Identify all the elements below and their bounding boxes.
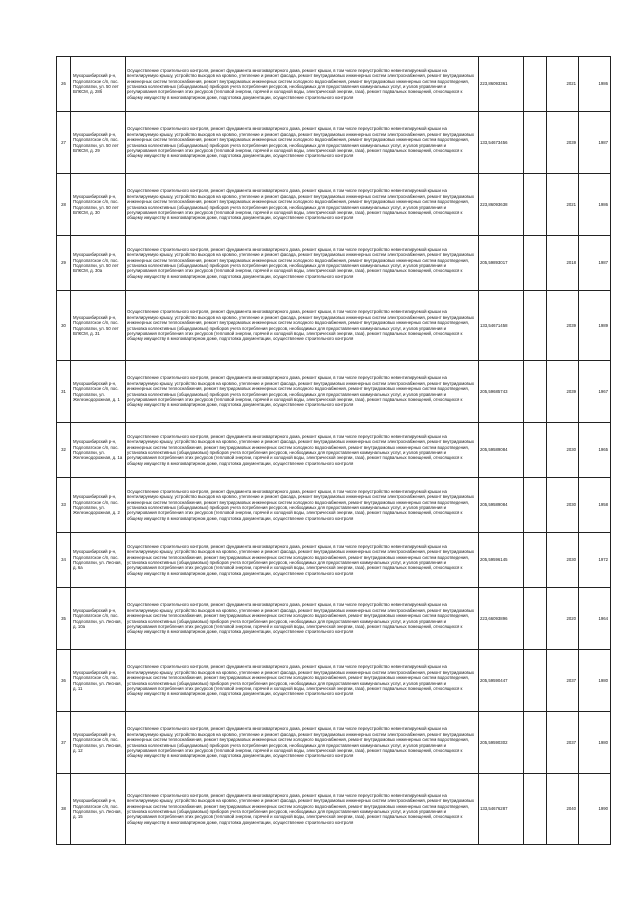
build-year-cell: 1958 <box>579 478 611 533</box>
works-description-cell: Осуществление строительного контроля, ремонт фундамента многоквартирного дома, ремонт крыши, в том числе переустройство невентилируемой крыши на вентилируемую крышу, устройство выходов на кровлю, утепление и ремонт фасада, ремонт внутридомовых инженерных систем электроснабжения, ремонт внутридомовых инженерных систем теплоснабжения, ремонт внутридомовых инженерных систем холодного водоснабжения, ремонт внутридомовых инженерных систем водоотведения, установка коллективных (общедомовых) приборов учета потребления ресурсов, необходимых для предоставления коммунальных услуг, и узлов управления и регулирования потребления этих ресурсов (тепловой энергии, горячей и холодной воды, электрической энергии, газа), ремонт подвальных помещений, относящихся к общему имуществу в многоквартирном доме, подготовка документации, осуществление строительного контроля <box>126 174 479 236</box>
works-description-cell: Осуществление строительного контроля, ремонт фундамента многоквартирного дома, ремонт крыши, в том числе переустройство невентилируемой крыши на вентилируемую крышу, устройство выходов на кровлю, утепление и ремонт фасада, ремонт внутридомовых инженерных систем электроснабжения, ремонт внутридомовых инженерных систем теплоснабжения, ремонт внутридомовых инженерных систем холодного водоснабжения, ремонт внутридомовых инженерных систем водоотведения, установка коллективных (общедомовых) приборов учета потребления ресурсов, необходимых для предоставления коммунальных услуг, и узлов управления и регулирования потребления этих ресурсов (тепловой энергии, горячей и холодной воды, электрической энергии, газа), ремонт подвальных помещений, относящихся к общему имуществу в многоквартирном доме, подготовка документации, осуществление строительного контроля <box>126 712 479 774</box>
row-number-cell: 38 <box>57 774 71 845</box>
table-row <box>57 712 611 774</box>
build-year-cell: 1986 <box>579 57 611 112</box>
row-number-cell: 30 <box>57 291 71 361</box>
row-number-cell: 26 <box>57 57 71 112</box>
cost-cell: 205,59596145 <box>479 533 524 588</box>
planned-year-cell: 2037 <box>547 650 579 712</box>
cost-cell: 205,59685743 <box>479 361 524 423</box>
address-cell: Мухоршибирский р-н, Подлопатское с/п, пос. Подлопатки, ул. 50 лет ВЛКСМ, д. 30 <box>71 174 126 236</box>
table-body <box>57 57 611 845</box>
address-cell: Мухоршибирский р-н, Подлопатское с/п, пос. Подлопатки, ул. Железнодорожная, д. 2 <box>71 478 126 533</box>
works-description-cell: Осуществление строительного контроля, ремонт фундамента многоквартирного дома, ремонт крыши, в том числе переустройство невентилируемой крыши на вентилируемую крышу, устройство выходов на кровлю, утепление и ремонт фасада, ремонт внутридомовых инженерных систем электроснабжения, ремонт внутридомовых инженерных систем теплоснабжения, ремонт внутридомовых инженерных систем холодного водоснабжения, ремонт внутридомовых инженерных систем водоотведения, установка коллективных (общедомовых) приборов учета потребления ресурсов, необходимых для предоставления коммунальных услуг, и узлов управления и регулирования потребления этих ресурсов (тепловой энергии, горячей и холодной воды, электрической энергии, газа), ремонт подвальных помещений, относящихся к общему имуществу в многоквартирном доме, подготовка документации, осуществление строительного контроля <box>126 478 479 533</box>
address-cell: Мухоршибирский р-н, Подлопатское с/п, пос. Подлопатки, ул. 50 лет ВЛКСМ, д. 30а <box>71 236 126 291</box>
row-number-cell: 27 <box>57 112 71 174</box>
works-description-cell: Осуществление строительного контроля, ремонт фундамента многоквартирного дома, ремонт крыши, в том числе переустройство невентилируемой крыши на вентилируемую крышу, устройство выходов на кровлю, утепление и ремонт фасада, ремонт внутридомовых инженерных систем электроснабжения, ремонт внутридомовых инженерных систем теплоснабжения, ремонт внутридомовых инженерных систем холодного водоснабжения, ремонт внутридомовых инженерных систем водоотведения, установка коллективных (общедомовых) приборов учета потребления ресурсов, необходимых для предоставления коммунальных услуг, и узлов управления и регулирования потребления этих ресурсов (тепловой энергии, горячей и холодной воды, электрической энергии, газа), ремонт подвальных помещений, относящихся к общему имуществу в многоквартирном доме, подготовка документации, осуществление строительного контроля <box>126 112 479 174</box>
cost-cell: 205,59590447 <box>479 650 524 712</box>
row-number-cell: 32 <box>57 423 71 478</box>
address-cell: Мухоршибирский р-н, Подлопатское с/п, пос. Подлопатки, ул. 50 лет ВЛКСМ, д. 29 <box>71 112 126 174</box>
build-year-cell: 1980 <box>579 650 611 712</box>
table-row <box>57 291 611 361</box>
table-row <box>57 423 611 478</box>
empty-cell <box>524 361 547 423</box>
empty-cell <box>524 236 547 291</box>
planned-year-cell: 2030 <box>547 478 579 533</box>
repair-program-table <box>56 56 611 845</box>
build-year-cell: 1967 <box>579 361 611 423</box>
build-year-cell: 1965 <box>579 423 611 478</box>
table-row <box>57 361 611 423</box>
cost-cell: 205,59589084 <box>479 423 524 478</box>
row-number-cell: 36 <box>57 650 71 712</box>
address-cell: Мухоршибирский р-н, Подлопатское с/п, пос. Подлопатки, ул. Лесная, д. 12 <box>71 712 126 774</box>
build-year-cell: 1989 <box>579 291 611 361</box>
table-row <box>57 774 611 845</box>
table-row <box>57 236 611 291</box>
planned-year-cell: 2039 <box>547 112 579 174</box>
cost-cell: 133,54673456 <box>479 112 524 174</box>
empty-cell <box>524 174 547 236</box>
build-year-cell: 1987 <box>579 112 611 174</box>
empty-cell <box>524 588 547 650</box>
works-description-cell: Осуществление строительного контроля, ремонт фундамента многоквартирного дома, ремонт крыши, в том числе переустройство невентилируемой крыши на вентилируемую крышу, устройство выходов на кровлю, утепление и ремонт фасада, ремонт внутридомовых инженерных систем электроснабжения, ремонт внутридомовых инженерных систем теплоснабжения, ремонт внутридомовых инженерных систем холодного водоснабжения, ремонт внутридомовых инженерных систем водоотведения, установка коллективных (общедомовых) приборов учета потребления ресурсов, необходимых для предоставления коммунальных услуг, и узлов управления и регулирования потребления этих ресурсов (тепловой энергии, горячей и холодной воды, электрической энергии, газа), ремонт подвальных помещений, относящихся к общему имуществу в многоквартирном доме, подготовка документации, осуществление строительного контроля <box>126 57 479 112</box>
build-year-cell: 1987 <box>579 236 611 291</box>
table-row <box>57 57 611 112</box>
works-description-cell: Осуществление строительного контроля, ремонт фундамента многоквартирного дома, ремонт крыши, в том числе переустройство невентилируемой крыши на вентилируемую крышу, устройство выходов на кровлю, утепление и ремонт фасада, ремонт внутридомовых инженерных систем электроснабжения, ремонт внутридомовых инженерных систем теплоснабжения, ремонт внутридомовых инженерных систем холодного водоснабжения, ремонт внутридомовых инженерных систем водоотведения, установка коллективных (общедомовых) приборов учета потребления ресурсов, необходимых для предоставления коммунальных услуг, и узлов управления и регулирования потребления этих ресурсов (тепловой энергии, горячей и холодной воды, электрической энергии, газа), ремонт подвальных помещений, относящихся к общему имуществу в многоквартирном доме, подготовка документации, осуществление строительного контроля <box>126 236 479 291</box>
empty-cell <box>524 57 547 112</box>
cost-cell: 223,66093896 <box>479 588 524 650</box>
address-cell: Мухоршибирский р-н, Подлопатское с/п, пос. Подлопатки, ул. 50 лет ВЛКСМ, д. 31 <box>71 291 126 361</box>
document-page <box>56 56 608 845</box>
table-row <box>57 650 611 712</box>
works-description-cell: Осуществление строительного контроля, ремонт фундамента многоквартирного дома, ремонт крыши, в том числе переустройство невентилируемой крыши на вентилируемую крышу, устройство выходов на кровлю, утепление и ремонт фасада, ремонт внутридомовых инженерных систем электроснабжения, ремонт внутридомовых инженерных систем теплоснабжения, ремонт внутридомовых инженерных систем холодного водоснабжения, ремонт внутридомовых инженерных систем водоотведения, установка коллективных (общедомовых) приборов учета потребления ресурсов, необходимых для предоставления коммунальных услуг, и узлов управления и регулирования потребления этих ресурсов (тепловой энергии, горячей и холодной воды, электрической энергии, газа), ремонт подвальных помещений, относящихся к общему имуществу в многоквартирном доме, подготовка документации, осуществление строительного контроля <box>126 533 479 588</box>
empty-cell <box>524 774 547 845</box>
row-number-cell: 35 <box>57 588 71 650</box>
planned-year-cell: 2040 <box>547 774 579 845</box>
address-cell: Мухоршибирский р-н, Подлопатское с/п, пос. Подлопатки, ул. Железнодорожная, д. 1 <box>71 361 126 423</box>
row-number-cell: 37 <box>57 712 71 774</box>
planned-year-cell: 2039 <box>547 291 579 361</box>
build-year-cell: 1986 <box>579 174 611 236</box>
works-description-cell: Осуществление строительного контроля, ремонт фундамента многоквартирного дома, ремонт крыши, в том числе переустройство невентилируемой крыши на вентилируемую крышу, устройство выходов на кровлю, утепление и ремонт фасада, ремонт внутридомовых инженерных систем электроснабжения, ремонт внутридомовых инженерных систем теплоснабжения, ремонт внутридомовых инженерных систем холодного водоснабжения, ремонт внутридомовых инженерных систем водоотведения, установка коллективных (общедомовых) приборов учета потребления ресурсов, необходимых для предоставления коммунальных услуг, и узлов управления и регулирования потребления этих ресурсов (тепловой энергии, горячей и холодной воды, электрической энергии, газа), ремонт подвальных помещений, относящихся к общему имуществу в многоквартирном доме, подготовка документации, осуществление строительного контроля <box>126 291 479 361</box>
build-year-cell: 1972 <box>579 533 611 588</box>
build-year-cell: 1990 <box>579 774 611 845</box>
cost-cell: 205,59893017 <box>479 236 524 291</box>
table-row <box>57 588 611 650</box>
empty-cell <box>524 112 547 174</box>
build-year-cell: 1964 <box>579 588 611 650</box>
cost-cell: 223,86093361 <box>479 57 524 112</box>
address-cell: Мухоршибирский р-н, Подлопатское с/п, пос. Подлопатки, ул. 50 лет ВЛКСМ, д. 28б <box>71 57 126 112</box>
works-description-cell: Осуществление строительного контроля, ремонт фундамента многоквартирного дома, ремонт крыши, в том числе переустройство невентилируемой крыши на вентилируемую крышу, устройство выходов на кровлю, утепление и ремонт фасада, ремонт внутридомовых инженерных систем электроснабжения, ремонт внутридомовых инженерных систем теплоснабжения, ремонт внутридомовых инженерных систем холодного водоснабжения, ремонт внутридомовых инженерных систем водоотведения, установка коллективных (общедомовых) приборов учета потребления ресурсов, необходимых для предоставления коммунальных услуг, и узлов управления и регулирования потребления этих ресурсов (тепловой энергии, горячей и холодной воды, электрической энергии, газа), ремонт подвальных помещений, относящихся к общему имуществу в многоквартирном доме, подготовка документации, осуществление строительного контроля <box>126 774 479 845</box>
address-cell: Мухоршибирский р-н, Подлопатское с/п, пос. Подлопатки, ул. Лесная, д. 10а <box>71 588 126 650</box>
planned-year-cell: 2021 <box>547 57 579 112</box>
planned-year-cell: 2037 <box>547 712 579 774</box>
cost-cell: 133,54671458 <box>479 291 524 361</box>
works-description-cell: Осуществление строительного контроля, ремонт фундамента многоквартирного дома, ремонт крыши, в том числе переустройство невентилируемой крыши на вентилируемую крышу, устройство выходов на кровлю, утепление и ремонт фасада, ремонт внутридомовых инженерных систем электроснабжения, ремонт внутридомовых инженерных систем теплоснабжения, ремонт внутридомовых инженерных систем холодного водоснабжения, ремонт внутридомовых инженерных систем водоотведения, установка коллективных (общедомовых) приборов учета потребления ресурсов, необходимых для предоставления коммунальных услуг, и узлов управления и регулирования потребления этих ресурсов (тепловой энергии, горячей и холодной воды, электрической энергии, газа), ремонт подвальных помещений, относящихся к общему имуществу в многоквартирном доме, подготовка документации, осуществление строительного контроля <box>126 588 479 650</box>
works-description-cell: Осуществление строительного контроля, ремонт фундамента многоквартирного дома, ремонт крыши, в том числе переустройство невентилируемой крыши на вентилируемую крышу, устройство выходов на кровлю, утепление и ремонт фасада, ремонт внутридомовых инженерных систем электроснабжения, ремонт внутридомовых инженерных систем теплоснабжения, ремонт внутридомовых инженерных систем холодного водоснабжения, ремонт внутридомовых инженерных систем водоотведения, установка коллективных (общедомовых) приборов учета потребления ресурсов, необходимых для предоставления коммунальных услуг, и узлов управления и регулирования потребления этих ресурсов (тепловой энергии, горячей и холодной воды, электрической энергии, газа), ремонт подвальных помещений, относящихся к общему имуществу в многоквартирном доме, подготовка документации, осуществление строительного контроля <box>126 361 479 423</box>
planned-year-cell: 2018 <box>547 236 579 291</box>
empty-cell <box>524 712 547 774</box>
table-row <box>57 174 611 236</box>
planned-year-cell: 2030 <box>547 533 579 588</box>
planned-year-cell: 2020 <box>547 588 579 650</box>
row-number-cell: 34 <box>57 533 71 588</box>
cost-cell: 223,86093638 <box>479 174 524 236</box>
address-cell: Мухоршибирский р-н, Подлопатское с/п, пос. Подлопатки, ул. Лесная, д. 15 <box>71 774 126 845</box>
row-number-cell: 29 <box>57 236 71 291</box>
empty-cell <box>524 650 547 712</box>
row-number-cell: 28 <box>57 174 71 236</box>
table-row <box>57 478 611 533</box>
address-cell: Мухоршибирский р-н, Подлопатское с/п, пос. Подлопатки, ул. Лесная, д. 11 <box>71 650 126 712</box>
planned-year-cell: 2039 <box>547 361 579 423</box>
planned-year-cell: 2021 <box>547 174 579 236</box>
empty-cell <box>524 533 547 588</box>
table-row <box>57 533 611 588</box>
cost-cell: 133,54676287 <box>479 774 524 845</box>
row-number-cell: 31 <box>57 361 71 423</box>
planned-year-cell: 2030 <box>547 423 579 478</box>
address-cell: Мухоршибирский р-н, Подлопатское с/п, пос. Подлопатки, ул. Лесная, д. 6а <box>71 533 126 588</box>
row-number-cell: 33 <box>57 478 71 533</box>
empty-cell <box>524 478 547 533</box>
empty-cell <box>524 291 547 361</box>
empty-cell <box>524 423 547 478</box>
address-cell: Мухоршибирский р-н, Подлопатское с/п, пос. Подлопатки, ул. Железнодорожная, д. 1а <box>71 423 126 478</box>
works-description-cell: Осуществление строительного контроля, ремонт фундамента многоквартирного дома, ремонт крыши, в том числе переустройство невентилируемой крыши на вентилируемую крышу, устройство выходов на кровлю, утепление и ремонт фасада, ремонт внутридомовых инженерных систем электроснабжения, ремонт внутридомовых инженерных систем теплоснабжения, ремонт внутридомовых инженерных систем холодного водоснабжения, ремонт внутридомовых инженерных систем водоотведения, установка коллективных (общедомовых) приборов учета потребления ресурсов, необходимых для предоставления коммунальных услуг, и узлов управления и регулирования потребления этих ресурсов (тепловой энергии, горячей и холодной воды, электрической энергии, газа), ремонт подвальных помещений, относящихся к общему имуществу в многоквартирном доме, подготовка документации, осуществление строительного контроля <box>126 650 479 712</box>
works-description-cell: Осуществление строительного контроля, ремонт фундамента многоквартирного дома, ремонт крыши, в том числе переустройство невентилируемой крыши на вентилируемую крышу, устройство выходов на кровлю, утепление и ремонт фасада, ремонт внутридомовых инженерных систем электроснабжения, ремонт внутридомовых инженерных систем теплоснабжения, ремонт внутридомовых инженерных систем холодного водоснабжения, ремонт внутридомовых инженерных систем водоотведения, установка коллективных (общедомовых) приборов учета потребления ресурсов, необходимых для предоставления коммунальных услуг, и узлов управления и регулирования потребления этих ресурсов (тепловой энергии, горячей и холодной воды, электрической энергии, газа), ремонт подвальных помещений, относящихся к общему имуществу в многоквартирном доме, подготовка документации, осуществление строительного контроля <box>126 423 479 478</box>
build-year-cell: 1980 <box>579 712 611 774</box>
cost-cell: 205,59589084 <box>479 478 524 533</box>
table-row <box>57 112 611 174</box>
cost-cell: 205,59590302 <box>479 712 524 774</box>
